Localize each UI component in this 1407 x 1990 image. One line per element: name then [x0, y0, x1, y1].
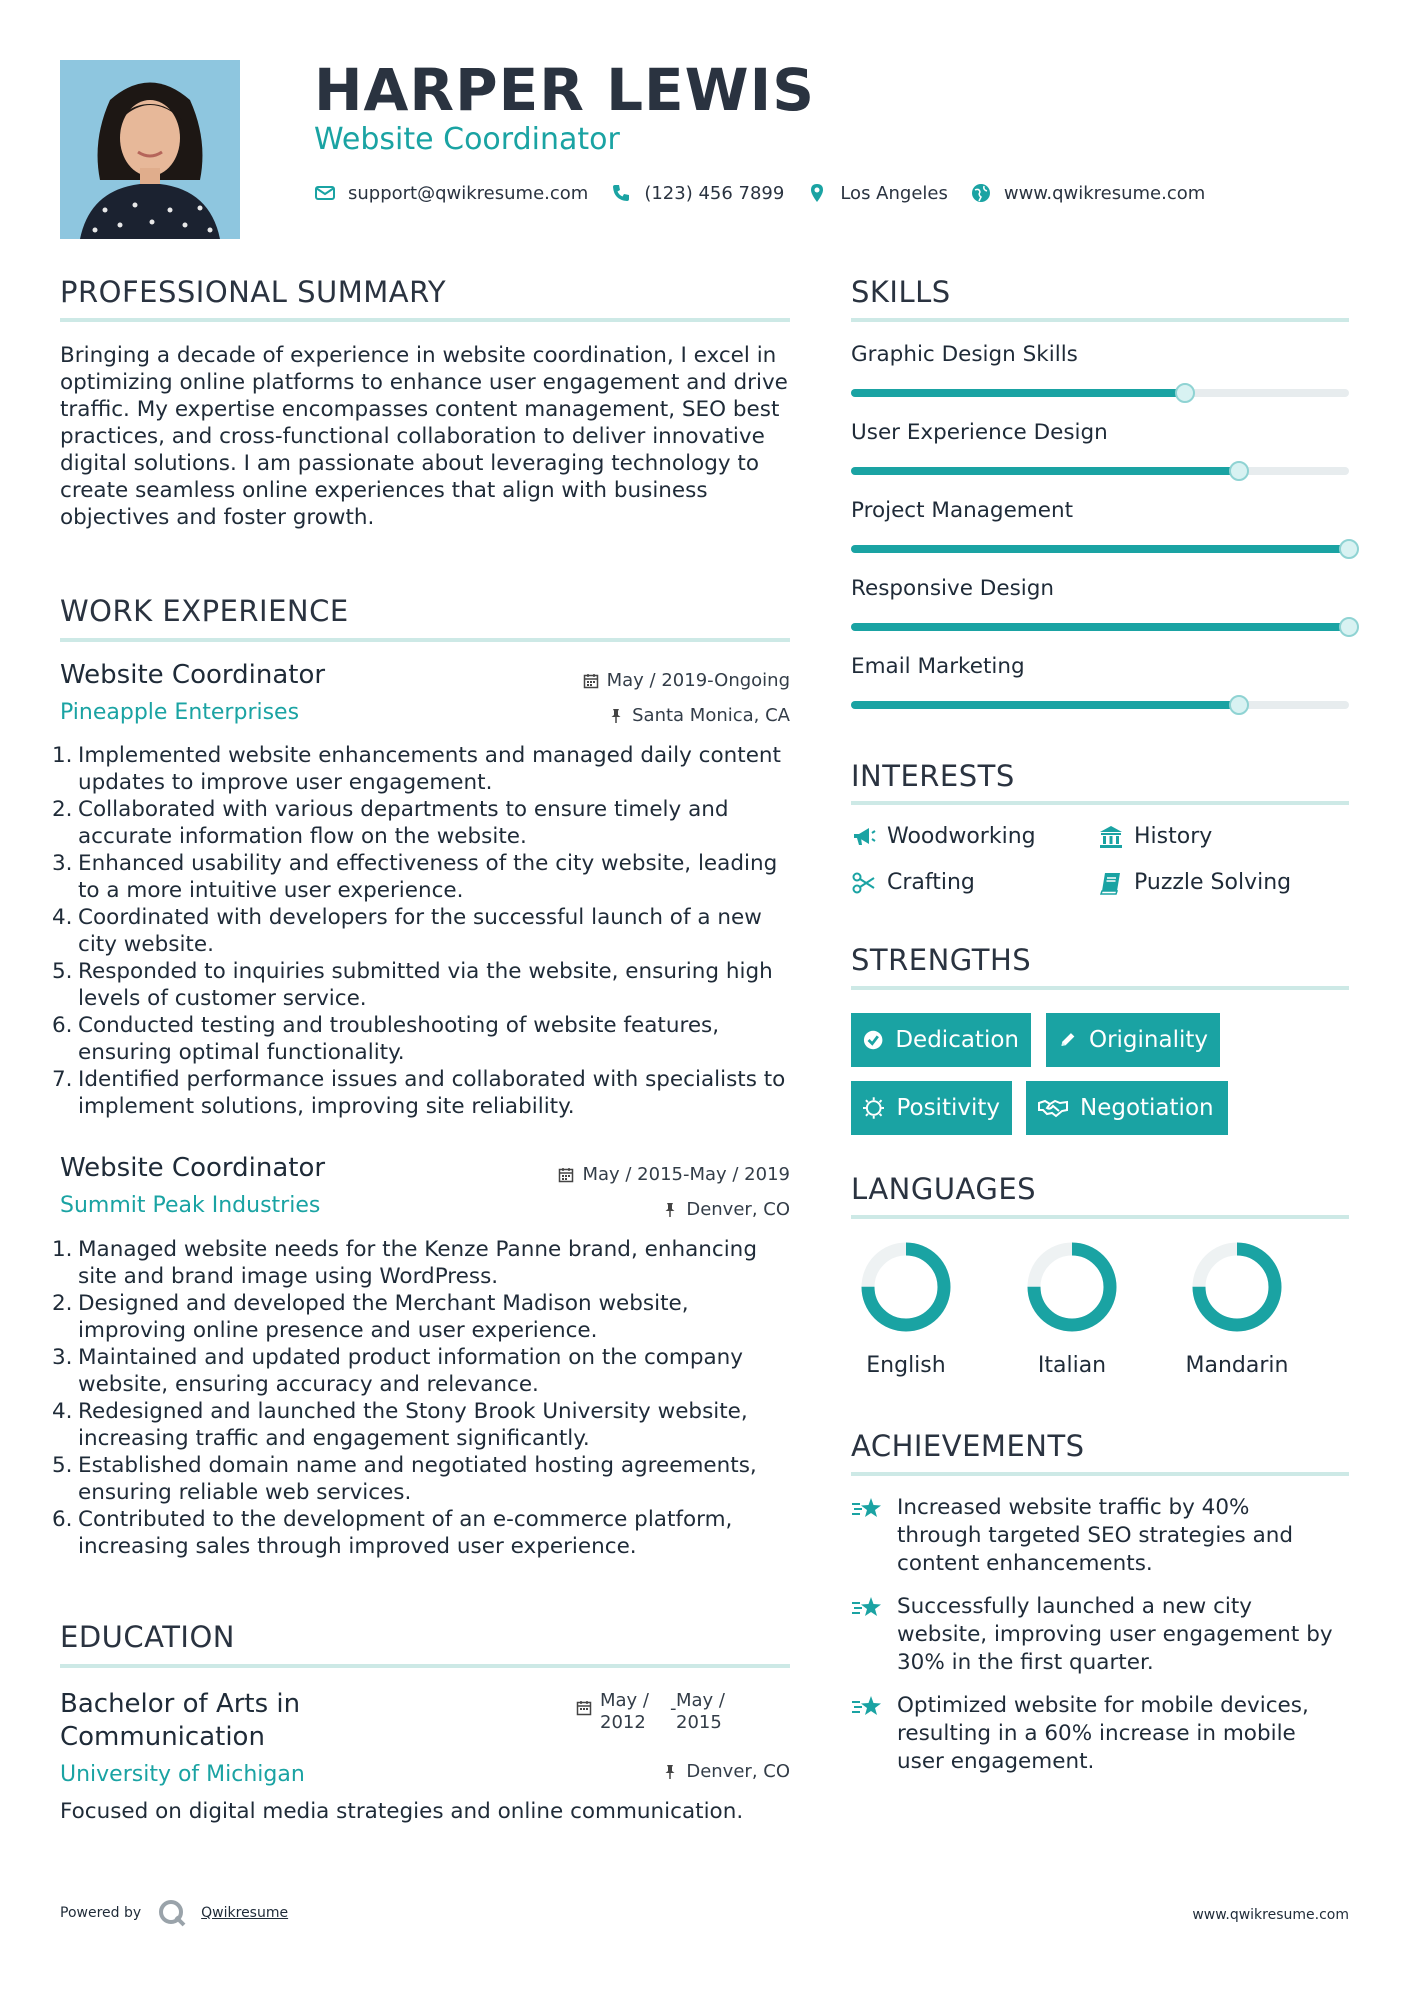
contact-email[interactable]: support@qwikresume.com — [348, 182, 589, 204]
email-icon — [314, 182, 336, 204]
list-item: 2. Designed and developed the Merchant Madison website, improving online presence and user experience. — [52, 1291, 689, 1343]
skills-divider — [851, 318, 1349, 322]
contact-phone[interactable]: (123) 456 7899 — [644, 182, 785, 204]
strengths-heading: STRENGTHS — [851, 943, 1032, 977]
skill-label: Project Management — [851, 498, 1074, 523]
list-item: 5. Responded to inquiries submitted via the website, ensuring high levels of customer service. — [52, 959, 773, 1011]
contact-website[interactable]: www.qwikresume.com — [1003, 182, 1206, 204]
skill-knob[interactable] — [1339, 539, 1359, 559]
language-item — [1002, 1237, 1142, 1397]
education-start-line: May / — [600, 1690, 649, 1711]
phone-icon — [610, 182, 632, 204]
powered-by-text: Powered by — [60, 1905, 142, 1921]
strength-badge — [1046, 1013, 1220, 1067]
experience-divider — [60, 638, 790, 642]
achievement-text: Increased website traffic by 40% through targeted SEO strategies and content enhancements. — [897, 1495, 1294, 1576]
skill-fill — [851, 389, 1185, 397]
education-start-line: 2012 — [600, 1712, 646, 1733]
pushpin-icon — [662, 1202, 678, 1218]
education-divider — [60, 1664, 790, 1668]
skill-fill — [851, 701, 1239, 709]
calendar-icon — [558, 1167, 574, 1183]
globe-icon — [970, 182, 992, 204]
list-item: 6. Contributed to the development of an e-commerce platform, increasing sales through improved user experience. — [52, 1507, 733, 1559]
achievement-text: Successfully launched a new city website, improving user engagement by 30% in the first quarter. — [897, 1594, 1333, 1675]
pencil-icon — [1058, 1029, 1077, 1051]
strength-label: Originality — [1088, 1027, 1208, 1053]
strength-badge — [1026, 1081, 1228, 1135]
education-description: Focused on digital media strategies and online communication. — [60, 1799, 744, 1824]
language-item — [1167, 1237, 1307, 1397]
footer-brand — [60, 1898, 288, 1928]
contact-bar — [314, 178, 1227, 208]
interest-item — [1098, 824, 1212, 849]
skills-heading: SKILLS — [851, 275, 951, 309]
candidate-name: HARPER LEWIS — [314, 56, 815, 124]
job-title: Website Coordinator — [60, 1153, 326, 1183]
degree-title — [60, 1688, 300, 1754]
language-item — [836, 1237, 976, 1397]
list-item: 6. Conducted testing and troubleshooting of website features, ensuring optimal functionality. — [52, 1013, 720, 1065]
qwikresume-link[interactable]: Qwikresume — [201, 1905, 289, 1921]
skill-label: User Experience Design — [851, 420, 1108, 445]
skill-bar — [851, 623, 1349, 631]
skill-label: Graphic Design Skills — [851, 342, 1078, 367]
list-item: 2. Collaborated with various departments to ensure timely and accurate information flow on the website. — [52, 797, 729, 849]
list-item: 7. Identified performance issues and collaborated with specialists to implement solutions, improving site reliability. — [52, 1067, 786, 1119]
calendar-icon — [576, 1700, 592, 1716]
language-label: Italian — [1037, 1353, 1107, 1378]
achievements-divider — [851, 1472, 1349, 1476]
job-date — [583, 670, 790, 691]
summary-text: Bringing a decade of experience in website coordination, I excel in optimizing online platforms to enhance user engagement and drive traffic. My expertise encompasses content management, SEO best practices, and cross-functional collaboration to deliver innovative digital solutions. I am passionate about leveraging technology to create seamless online experiences that align with business objectives and foster growth. — [60, 343, 788, 530]
summary-heading: PROFESSIONAL SUMMARY — [60, 275, 447, 309]
education-start — [600, 1690, 670, 1734]
list-item: 3. Enhanced usability and effectiveness of the city website, leading to a more intuitive user experience. — [52, 851, 778, 903]
interest-label: Crafting — [887, 870, 975, 895]
degree-line: Communication — [60, 1722, 265, 1752]
qwikresume-logo-icon — [157, 1898, 187, 1928]
megaphone-icon — [851, 825, 877, 849]
shooting-star-icon — [851, 1692, 883, 1722]
skill-fill — [851, 467, 1239, 475]
skill-knob[interactable] — [1339, 617, 1359, 637]
education-dates — [576, 1690, 725, 1734]
achievement-text: Optimized website for mobile devices, resulting in a 60% increase in mobile user engagement. — [897, 1693, 1309, 1774]
candidate-title: Website Coordinator — [314, 122, 620, 157]
languages-heading: LANGUAGES — [851, 1172, 1037, 1206]
job-bullets — [52, 742, 795, 1120]
skill-label: Responsive Design — [851, 576, 1055, 601]
location-pin-icon — [806, 182, 828, 204]
skill-bar — [851, 545, 1349, 553]
job-location — [662, 1199, 790, 1220]
list-item: 5. Established domain name and negotiated hosting agreements, ensuring reliable web services. — [52, 1453, 757, 1505]
strength-label: Dedication — [895, 1027, 1019, 1053]
education-heading: EDUCATION — [60, 1620, 236, 1654]
language-ring — [836, 1237, 976, 1337]
achievements-heading: ACHIEVEMENTS — [851, 1429, 1085, 1463]
experience-heading: WORK EXPERIENCE — [60, 594, 349, 628]
skill-fill — [851, 623, 1349, 631]
list-item: 4. Coordinated with developers for the successful launch of a new city website. — [52, 905, 762, 957]
achievement-item — [851, 1593, 1351, 1677]
skill-knob[interactable] — [1229, 461, 1249, 481]
skill-knob[interactable] — [1229, 695, 1249, 715]
interests-divider — [851, 801, 1349, 805]
education-end-line: May / — [676, 1690, 725, 1711]
pushpin-icon — [662, 1764, 678, 1780]
job-date-text: May / 2015-May / 2019 — [582, 1164, 790, 1185]
strength-badge — [851, 1013, 1031, 1067]
skill-knob[interactable] — [1175, 383, 1195, 403]
scissors-icon — [851, 871, 877, 895]
job-date — [558, 1164, 790, 1185]
book-icon — [1098, 871, 1124, 895]
degree-line: Bachelor of Arts in — [60, 1689, 301, 1719]
job-location-text: Denver, CO — [686, 1199, 790, 1220]
contact-location: Los Angeles — [840, 182, 948, 204]
skill-bar — [851, 389, 1349, 397]
skill-fill — [851, 545, 1349, 553]
education-end-line: 2015 — [676, 1712, 722, 1733]
shooting-star-icon — [851, 1494, 883, 1524]
language-label: English — [866, 1353, 946, 1378]
skill-label: Email Marketing — [851, 654, 1025, 679]
languages-divider — [851, 1215, 1349, 1219]
list-item: 4. Redesigned and launched the Stony Brook University website, increasing traffic and engagement significantly. — [52, 1399, 748, 1451]
check-circle-icon — [863, 1029, 883, 1051]
education-end: - May / 2015 — [670, 1690, 725, 1733]
education-location — [662, 1761, 790, 1782]
strength-label: Negotiation — [1080, 1095, 1214, 1121]
achievement-item — [851, 1692, 1351, 1776]
interest-item — [1098, 870, 1291, 895]
interest-item — [851, 870, 975, 895]
summary-divider — [60, 318, 790, 322]
achievement-item — [851, 1494, 1351, 1578]
interests-heading: INTERESTS — [851, 759, 1015, 793]
handshake-icon — [1038, 1097, 1068, 1119]
language-ring — [1167, 1237, 1307, 1337]
calendar-icon — [583, 673, 599, 689]
education-location-text: Denver, CO — [686, 1761, 790, 1782]
sun-icon — [863, 1097, 884, 1119]
interest-label: Puzzle Solving — [1134, 870, 1292, 895]
museum-icon — [1098, 825, 1124, 849]
job-location — [608, 705, 790, 726]
footer-url[interactable]: www.qwikresume.com — [1192, 1907, 1349, 1923]
skill-bar — [851, 701, 1349, 709]
job-date-text: May / 2019-Ongoing — [606, 670, 790, 691]
strengths-divider — [851, 986, 1349, 990]
list-item: 1. Managed website needs for the Kenze Panne brand, enhancing site and brand image using WordPress. — [52, 1237, 757, 1289]
job-company: Pineapple Enterprises — [60, 700, 300, 725]
interest-item — [851, 824, 1036, 849]
education-school: University of Michigan — [60, 1762, 305, 1787]
skill-bar — [851, 467, 1349, 475]
strength-label: Positivity — [896, 1095, 1000, 1121]
job-bullets — [52, 1236, 795, 1560]
shooting-star-icon — [851, 1593, 883, 1623]
interest-label: History — [1134, 824, 1213, 849]
pushpin-icon — [608, 708, 624, 724]
list-item: 3. Maintained and updated product information on the company website, ensuring accuracy and relevance. — [52, 1345, 744, 1397]
interest-label: Woodworking — [887, 824, 1036, 849]
language-label: Mandarin — [1185, 1353, 1289, 1378]
profile-photo — [60, 60, 240, 239]
language-ring — [1002, 1237, 1142, 1337]
list-item: 1. Implemented website enhancements and managed daily content updates to improve user engagement. — [52, 743, 781, 795]
strength-badge — [851, 1081, 1012, 1135]
job-location-text: Santa Monica, CA — [632, 705, 790, 726]
job-title: Website Coordinator — [60, 660, 326, 690]
job-company: Summit Peak Industries — [60, 1193, 321, 1218]
